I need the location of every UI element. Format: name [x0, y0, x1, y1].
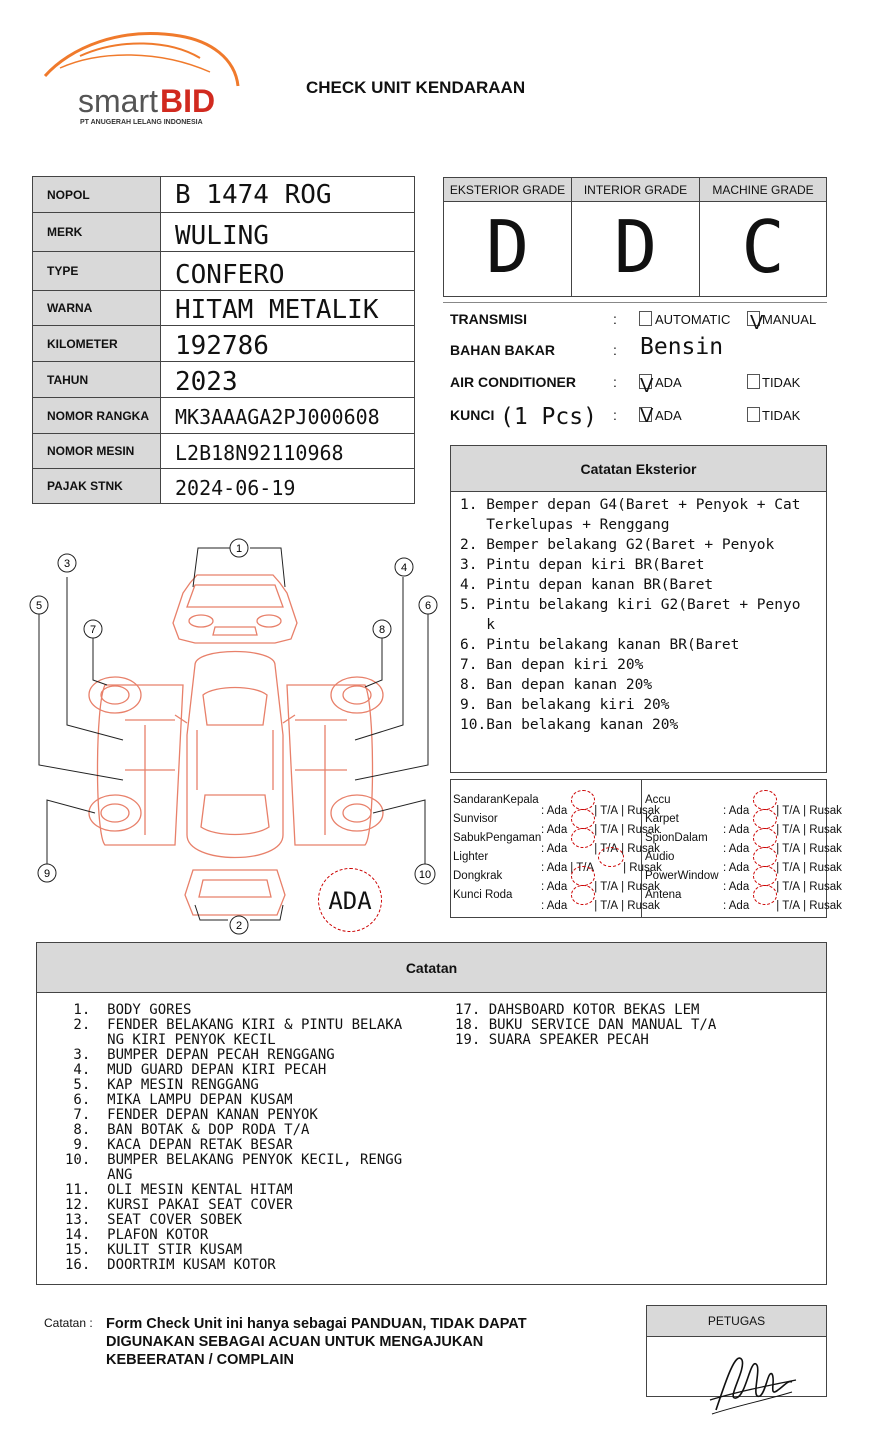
accessory-option[interactable]: | T/A	[594, 881, 619, 893]
accessory-option[interactable]: : Ada	[723, 870, 773, 893]
accessory-name: Lighter	[453, 851, 489, 863]
marker-3-label: 3	[63, 558, 71, 570]
accessory-option[interactable]: | T/A	[776, 862, 801, 874]
catatan-item: 19. SUARA SPEAKER PECAH	[455, 1032, 649, 1048]
accessory-option[interactable]: | Rusak	[803, 862, 842, 874]
check-mark: V	[640, 375, 654, 397]
accessory-option[interactable]: : Ada	[723, 794, 773, 817]
marker-8	[373, 620, 391, 638]
value-pajak-stnk: 2024-06-19	[161, 469, 415, 504]
catatan-item: 4. MUD GUARD DEPAN KIRI PECAH	[65, 1062, 327, 1078]
page-title: CHECK UNIT KENDARAAN	[306, 78, 526, 97]
accessory-name: SpionDalam	[645, 832, 708, 844]
exterior-notes-panel	[450, 445, 827, 773]
accessory-option[interactable]: | Rusak	[803, 805, 842, 817]
label-nomor-rangka: NOMOR RANGKA	[33, 398, 161, 434]
catatan-item: 14. PLAFON KOTOR	[65, 1227, 209, 1243]
logo-text: smart	[78, 83, 158, 119]
accessory-option[interactable]: | Rusak	[803, 824, 842, 836]
svg-text:BID: BID	[160, 83, 216, 119]
selected-circle	[598, 847, 624, 867]
marker-5-label: 5	[35, 600, 43, 612]
selected-circle	[571, 866, 595, 886]
accessory-option[interactable]: | Rusak	[623, 862, 662, 874]
check-mark: V	[750, 312, 764, 334]
colon: :	[613, 374, 617, 390]
exterior-notes-title: Catatan Eksterior	[451, 446, 826, 492]
exterior-note-item: 9. Ban belakang kiri 20%	[460, 697, 670, 713]
interior-grade	[572, 178, 700, 296]
marker-8-label: 8	[378, 624, 386, 636]
selected-circle	[753, 885, 777, 905]
catatan-item: 11. OLI MESIN KENTAL HITAM	[65, 1182, 293, 1198]
exterior-grade	[444, 178, 572, 296]
accessory-name: Accu	[645, 794, 671, 806]
smartbid-logo	[40, 28, 250, 128]
ac-tidak-label: TIDAK	[762, 375, 801, 390]
label-pajak-stnk: PAJAK STNK	[33, 469, 161, 504]
selected-circle	[571, 790, 595, 810]
value-nomor-mesin: L2B18N92110968	[161, 434, 415, 469]
check-mark: V	[640, 405, 654, 427]
accessory-option[interactable]: | T/A	[594, 824, 619, 836]
interior-grade-label: INTERIOR GRADE	[572, 178, 699, 202]
marker-2	[230, 916, 248, 934]
catatan-item: 2. FENDER BELAKANG KIRI & PINTU BELAKA	[65, 1017, 403, 1033]
accessory-option[interactable]: : Ada	[723, 889, 773, 912]
accessory-option[interactable]: : Ada	[541, 889, 591, 912]
accessory-option[interactable]: | Rusak	[803, 881, 842, 893]
marker-4	[395, 558, 413, 576]
marker-1	[230, 539, 248, 557]
catatan-item: 10. BUMPER BELAKANG PENYOK KECIL, RENGG	[65, 1152, 403, 1168]
exterior-note-item: 7. Ban depan kiri 20%	[460, 657, 644, 673]
catatan-panel	[36, 942, 827, 1285]
bahan-bakar-value: Bensin	[640, 334, 724, 360]
exterior-note-item: 4. Pintu depan kanan BR(Baret	[460, 577, 714, 593]
catatan-item: 17. DAHSBOARD KOTOR BEKAS LEM	[455, 1002, 700, 1018]
exterior-note-item: Terkelupas + Renggang	[460, 517, 670, 533]
exterior-note-item: 10.Ban belakang kanan 20%	[460, 717, 679, 733]
marker-10-label: 10	[418, 869, 432, 881]
ac-ada-label: ADA	[655, 375, 682, 390]
accessory-option[interactable]: : Ada	[541, 813, 591, 836]
marker-1-label: 1	[235, 543, 243, 555]
accessory-option[interactable]: | Rusak	[621, 805, 660, 817]
marker-9-label: 9	[43, 868, 51, 880]
catatan-item: 15. KULIT STIR KUSAM	[65, 1242, 243, 1258]
selected-circle	[753, 809, 777, 829]
marker-10	[415, 864, 435, 884]
value-nopol: B 1474 ROG	[161, 177, 415, 213]
accessory-option[interactable]: | T/A	[776, 843, 801, 855]
selected-circle	[571, 885, 595, 905]
label-nomor-mesin: NOMOR MESIN	[33, 434, 161, 469]
exterior-note-item: 8. Ban depan kanan 20%	[460, 677, 653, 693]
exterior-grade-value: D	[485, 205, 530, 289]
machine-grade	[700, 178, 826, 296]
marker-6-label: 6	[424, 600, 432, 612]
catatan-item: 7. FENDER DEPAN KANAN PENYOK	[65, 1107, 318, 1123]
marker-5	[30, 596, 48, 614]
label-tahun: TAHUN	[33, 362, 161, 398]
catatan-item: NG KIRI PENYOK KECIL	[65, 1032, 276, 1048]
value-type: CONFERO	[161, 252, 415, 291]
marker-7-label: 7	[89, 624, 97, 636]
accessory-name: Karpet	[645, 813, 679, 825]
catatan-item: 12. KURSI PAKAI SEAT COVER	[65, 1197, 293, 1213]
accessory-option[interactable]: : Ada	[723, 813, 773, 836]
accessories-panel	[450, 779, 842, 918]
car-damage-diagram	[25, 535, 445, 940]
footer-disclaimer: Form Check Unit ini hanya sebagai PANDUAN, TIDAK DAPAT DIGUNAKAN SEBAGAI ACUAN UNTUK MENGAJUKAN KEBEERATAN / COMPLAIN	[106, 1316, 527, 1368]
catatan-item: 3. BUMPER DEPAN PECAH RENGGANG	[65, 1047, 335, 1063]
kunci-tidak-checkbox[interactable]	[747, 407, 760, 422]
marker-4-label: 4	[400, 562, 408, 574]
selected-circle	[571, 809, 595, 829]
kunci-tidak-label: TIDAK	[762, 408, 801, 423]
exterior-note-item: 2. Bemper belakang G2(Baret + Penyok	[460, 537, 775, 553]
accessory-option[interactable]: : Ada	[541, 862, 568, 874]
catatan-item: 6. MIKA LAMPU DEPAN KUSAM	[65, 1092, 293, 1108]
selected-circle	[571, 828, 595, 848]
selected-circle	[753, 847, 777, 867]
accessory-option[interactable]: | T/A	[570, 851, 620, 874]
accessory-option[interactable]: | Rusak	[803, 843, 842, 855]
ac-tidak-checkbox[interactable]	[747, 374, 760, 389]
selected-circle	[753, 866, 777, 886]
catatan-item: 18. BUKU SERVICE DAN MANUAL T/A	[455, 1017, 717, 1033]
accessory-option[interactable]: | Rusak	[621, 881, 660, 893]
accessory-name: PowerWindow	[645, 870, 719, 882]
selected-circle	[753, 828, 777, 848]
label-nopol: NOPOL	[33, 177, 161, 213]
exterior-note-item: 1. Bemper depan G4(Baret + Penyok + Cat	[460, 497, 801, 513]
kunci-ada-label: ADA	[655, 408, 682, 423]
catatan-list-right	[455, 1003, 716, 1048]
accessory-option[interactable]: : Ada	[723, 851, 773, 874]
marker-2-label: 2	[235, 920, 243, 932]
exterior-notes-list	[451, 492, 826, 735]
diagram-markers	[30, 539, 437, 934]
accessory-option[interactable]: | Rusak	[621, 843, 660, 855]
grade-divider	[443, 302, 827, 303]
machine-grade-value: C	[741, 205, 785, 289]
value-warna: HITAM METALIK	[161, 291, 415, 326]
accessory-name: Antena	[645, 889, 682, 901]
value-tahun: 2023	[161, 362, 415, 398]
exterior-note-item: 6. Pintu belakang kanan BR(Baret	[460, 637, 740, 653]
car-outline	[89, 575, 386, 915]
accessory-option[interactable]: | T/A	[776, 881, 801, 893]
value-kilometer: 192786	[161, 326, 415, 362]
exterior-grade-label: EKSTERIOR GRADE	[444, 178, 571, 202]
accessory-option[interactable]: : Ada	[541, 794, 591, 817]
automatic-checkbox[interactable]	[639, 311, 652, 326]
marker-7	[84, 620, 102, 638]
marker-3	[58, 554, 76, 572]
catatan-item: 8. BAN BOTAK & DOP RODA T/A	[65, 1122, 310, 1138]
label-warna: WARNA	[33, 291, 161, 326]
interior-grade-value: D	[613, 205, 658, 289]
footer-label: Catatan :	[44, 1316, 93, 1330]
exterior-note-item: k	[460, 617, 495, 633]
accessory-options	[541, 889, 660, 912]
accessory-name: SandaranKepala	[453, 794, 539, 806]
colon: :	[613, 311, 617, 327]
accessory-name: Sunvisor	[453, 813, 498, 825]
petugas-label: PETUGAS	[647, 1306, 826, 1337]
exterior-note-item: 5. Pintu belakang kiri G2(Baret + Penyo	[460, 597, 801, 613]
value-nomor-rangka: MK3AAAGA2PJ000608	[161, 398, 415, 434]
transmisi-label: TRANSMISI	[450, 311, 527, 327]
catatan-item: 13. SEAT COVER SOBEK	[65, 1212, 243, 1228]
grade-table	[443, 177, 827, 297]
catatan-item: 1. BODY GORES	[65, 1002, 192, 1018]
bahan-bakar-label: BAHAN BAKAR	[450, 342, 555, 358]
accessory-name: Dongkrak	[453, 870, 503, 882]
accessory-option[interactable]: : Ada	[723, 832, 773, 855]
value-merk: WULING	[161, 213, 415, 252]
accessory-option[interactable]: : Ada	[541, 832, 591, 855]
catatan-item: 9. KACA DEPAN RETAK BESAR	[65, 1137, 293, 1153]
accessory-option[interactable]: | T/A	[776, 805, 801, 817]
accessory-name: Kunci Roda	[453, 889, 513, 901]
accessory-options	[723, 889, 842, 912]
catatan-item: 5. KAP MESIN RENGGANG	[65, 1077, 259, 1093]
accessory-option[interactable]: | T/A	[594, 805, 619, 817]
label-kilometer: KILOMETER	[33, 326, 161, 362]
automatic-label: AUTOMATIC	[655, 312, 731, 327]
vehicle-info-table	[32, 176, 415, 504]
selected-circle	[753, 790, 777, 810]
colon: :	[613, 407, 617, 423]
signature	[706, 1340, 798, 1420]
accessory-name: Audio	[645, 851, 675, 863]
accessory-name: SabukPengaman	[453, 832, 542, 844]
label-type: TYPE	[33, 252, 161, 291]
kunci-count: (1 Pcs)	[500, 404, 597, 430]
accessory-option[interactable]: | Rusak	[621, 824, 660, 836]
catatan-item: ANG	[65, 1167, 133, 1183]
ac-label: AIR CONDITIONER	[450, 374, 576, 390]
colon: :	[613, 342, 617, 358]
machine-grade-label: MACHINE GRADE	[700, 178, 826, 202]
accessory-option[interactable]: | Rusak	[621, 900, 660, 912]
manual-label: MANUAL	[762, 312, 817, 327]
leader-lines	[39, 548, 428, 920]
kunci-label: KUNCI	[450, 407, 495, 423]
accessory-option[interactable]: | Rusak	[803, 900, 842, 912]
marker-6	[419, 596, 437, 614]
accessory-option[interactable]: : Ada	[541, 870, 591, 893]
logo-subtitle: PT ANUGERAH LELANG INDONESIA	[80, 119, 203, 126]
label-merk: MERK	[33, 213, 161, 252]
accessory-option[interactable]: | T/A	[594, 900, 619, 912]
accessory-option[interactable]: | T/A	[776, 900, 801, 912]
accessory-option[interactable]: | T/A	[594, 843, 619, 855]
marker-9	[38, 864, 56, 882]
catatan-item: 16. DOORTRIM KUSAM KOTOR	[65, 1257, 276, 1273]
accessory-option[interactable]: | T/A	[776, 824, 801, 836]
catatan-list-left	[65, 1003, 402, 1273]
ada-stamp: ADA	[318, 868, 382, 932]
catatan-title: Catatan	[37, 943, 826, 993]
exterior-note-item: 3. Pintu depan kiri BR(Baret	[460, 557, 705, 573]
